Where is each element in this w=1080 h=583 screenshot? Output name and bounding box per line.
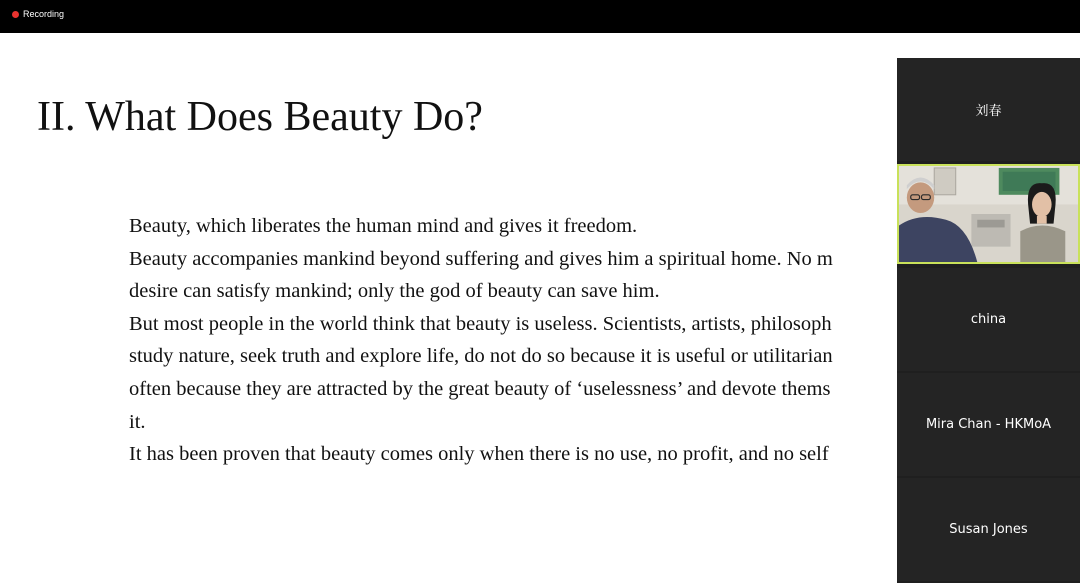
slide-text-line: often because they are attracted by the great beauty of ‘uselessness’ and devote thems <box>129 377 831 400</box>
participant-name: Mira Chan - HKMoA <box>925 417 1052 432</box>
participant-name: 刘春 <box>975 104 1002 119</box>
recording-dot-icon <box>12 11 19 18</box>
recording-indicator[interactable] <box>12 9 64 19</box>
slide-title: II. What Does Beauty Do? <box>37 94 483 140</box>
participant-video <box>899 166 1078 262</box>
slide-text-line: It has been proven that beauty comes only when there is no use, no profit, and no self <box>129 443 829 466</box>
participant-tile[interactable] <box>897 478 1080 581</box>
slide-body <box>129 210 897 471</box>
participant-tile[interactable] <box>897 268 1080 371</box>
slide-text-line: Beauty accompanies mankind beyond suffering and gives him a spiritual home. No m <box>129 247 833 270</box>
participant-tile[interactable] <box>897 373 1080 476</box>
participant-tile[interactable] <box>897 58 1080 161</box>
slide-text-line: study nature, seek truth and explore life, do not do so because it is useful or utilitarian <box>129 345 833 368</box>
slide-text-line: Beauty, which liberates the human mind and gives it freedom. <box>129 215 638 237</box>
participant-video-tile[interactable] <box>897 164 1080 264</box>
shared-slide <box>0 33 897 583</box>
participant-name: Susan Jones <box>949 522 1028 537</box>
slide-text-line: it. <box>129 410 146 433</box>
slide-text-line: But most people in the world think that beauty is useless. Scientists, artists, philosoph <box>129 312 832 335</box>
participants-panel <box>897 58 1080 583</box>
participant-name: china <box>970 312 1007 327</box>
recording-label: Recording <box>23 9 65 19</box>
recording-bar <box>0 0 1080 33</box>
slide-text-line: desire can satisfy mankind; only the god of beauty can save him. <box>129 280 660 303</box>
